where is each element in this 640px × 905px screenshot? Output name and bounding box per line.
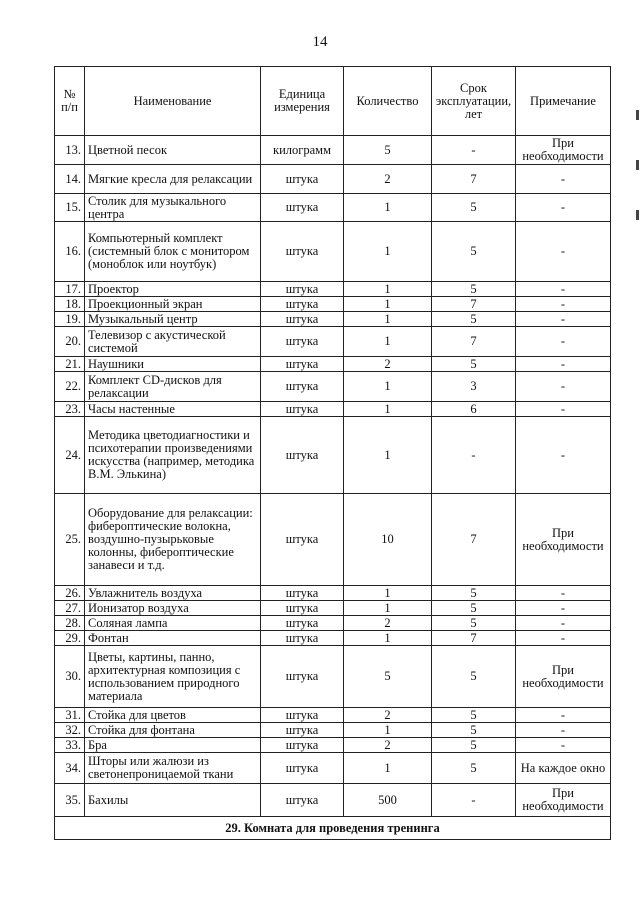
table-row	[55, 417, 611, 494]
row-unit: штука	[261, 165, 344, 194]
row-unit: штука	[261, 282, 344, 297]
table-row	[55, 327, 611, 357]
page-number: 14	[312, 34, 328, 50]
row-term: -	[432, 136, 516, 165]
row-term: -	[432, 784, 516, 817]
table-row	[55, 784, 611, 817]
row-term: 5	[432, 646, 516, 708]
row-unit: штука	[261, 494, 344, 586]
row-num: 35.	[55, 784, 85, 817]
row-qty: 2	[344, 708, 432, 723]
row-term: 5	[432, 708, 516, 723]
row-unit: штука	[261, 753, 344, 784]
header-term: Срок эксплуатации, лет	[432, 67, 516, 136]
edge-mark	[636, 160, 639, 170]
row-unit: штука	[261, 586, 344, 601]
row-unit: штука	[261, 784, 344, 817]
edge-mark	[636, 210, 639, 220]
row-num: 21.	[55, 357, 85, 372]
row-note: -	[516, 327, 611, 357]
table-row	[55, 646, 611, 708]
row-qty: 1	[344, 312, 432, 327]
row-unit: штука	[261, 312, 344, 327]
row-qty: 1	[344, 601, 432, 616]
row-note: -	[516, 297, 611, 312]
row-name: Фонтан	[85, 631, 261, 646]
row-note: -	[516, 165, 611, 194]
row-name: Проектор	[85, 282, 261, 297]
row-name: Стойка для фонтана	[85, 723, 261, 738]
equipment-table	[54, 66, 611, 840]
row-num: 28.	[55, 616, 85, 631]
row-note: -	[516, 616, 611, 631]
table-row	[55, 372, 611, 402]
row-term: 3	[432, 372, 516, 402]
row-term: 5	[432, 738, 516, 753]
row-num: 31.	[55, 708, 85, 723]
row-unit: штука	[261, 631, 344, 646]
row-num: 32.	[55, 723, 85, 738]
row-name: Ионизатор воздуха	[85, 601, 261, 616]
row-term: 7	[432, 327, 516, 357]
row-unit: штука	[261, 417, 344, 494]
table-row	[55, 723, 611, 738]
row-name: Бра	[85, 738, 261, 753]
row-num: 23.	[55, 402, 85, 417]
row-num: 16.	[55, 222, 85, 282]
row-unit: штука	[261, 372, 344, 402]
section-row	[55, 817, 611, 840]
row-note: -	[516, 194, 611, 222]
row-unit: штука	[261, 402, 344, 417]
row-qty: 500	[344, 784, 432, 817]
row-num: 24.	[55, 417, 85, 494]
row-unit: штука	[261, 327, 344, 357]
row-qty: 2	[344, 738, 432, 753]
row-num: 26.	[55, 586, 85, 601]
row-term: 5	[432, 723, 516, 738]
row-num: 15.	[55, 194, 85, 222]
table-row	[55, 616, 611, 631]
row-unit: штука	[261, 723, 344, 738]
row-term: 5	[432, 222, 516, 282]
row-qty: 1	[344, 753, 432, 784]
row-qty: 5	[344, 646, 432, 708]
row-note: -	[516, 631, 611, 646]
row-term: 7	[432, 494, 516, 586]
row-name: Бахилы	[85, 784, 261, 817]
table-row	[55, 753, 611, 784]
row-name: Методика цветодиагностики и психотерапии произведениями искусства (например, методика В.М. Элькина)	[85, 417, 261, 494]
row-unit: штука	[261, 357, 344, 372]
row-term: 7	[432, 631, 516, 646]
edge-mark	[636, 110, 639, 120]
row-unit: штука	[261, 222, 344, 282]
row-term: -	[432, 417, 516, 494]
table-header-row	[55, 67, 611, 136]
row-num: 25.	[55, 494, 85, 586]
table-row	[55, 282, 611, 297]
row-term: 5	[432, 616, 516, 631]
row-name: Мягкие кресла для релаксации	[85, 165, 261, 194]
row-name: Соляная лампа	[85, 616, 261, 631]
row-term: 5	[432, 753, 516, 784]
row-qty: 1	[344, 194, 432, 222]
row-term: 5	[432, 357, 516, 372]
row-unit: штука	[261, 297, 344, 312]
row-note: При необходимости	[516, 646, 611, 708]
table-row	[55, 601, 611, 616]
row-name: Столик для музыкального центра	[85, 194, 261, 222]
row-num: 13.	[55, 136, 85, 165]
row-note: При необходимости	[516, 784, 611, 817]
row-qty: 1	[344, 327, 432, 357]
table-row	[55, 738, 611, 753]
header-name: Наименование	[85, 67, 261, 136]
row-unit: штука	[261, 194, 344, 222]
row-name: Часы настенные	[85, 402, 261, 417]
row-num: 34.	[55, 753, 85, 784]
row-note: -	[516, 738, 611, 753]
row-num: 22.	[55, 372, 85, 402]
row-qty: 1	[344, 631, 432, 646]
row-num: 29.	[55, 631, 85, 646]
row-qty: 1	[344, 723, 432, 738]
row-name: Шторы или жалюзи из светонепроницаемой ткани	[85, 753, 261, 784]
row-unit: килограмм	[261, 136, 344, 165]
table-row	[55, 708, 611, 723]
row-unit: штука	[261, 646, 344, 708]
row-qty: 1	[344, 282, 432, 297]
table-row	[55, 494, 611, 586]
row-num: 30.	[55, 646, 85, 708]
row-note: -	[516, 601, 611, 616]
row-num: 19.	[55, 312, 85, 327]
row-note: -	[516, 282, 611, 297]
table-row	[55, 402, 611, 417]
scan-edge-marks	[636, 110, 640, 260]
row-term: 6	[432, 402, 516, 417]
row-term: 5	[432, 194, 516, 222]
row-note: -	[516, 723, 611, 738]
row-note: -	[516, 586, 611, 601]
row-term: 5	[432, 601, 516, 616]
table-row	[55, 312, 611, 327]
row-unit: штука	[261, 738, 344, 753]
header-num: № п/п	[55, 67, 85, 136]
row-name: Увлажнитель воздуха	[85, 586, 261, 601]
row-unit: штука	[261, 601, 344, 616]
row-name: Стойка для цветов	[85, 708, 261, 723]
row-name: Проекционный экран	[85, 297, 261, 312]
row-note: При необходимости	[516, 136, 611, 165]
table-row	[55, 297, 611, 312]
row-term: 5	[432, 586, 516, 601]
row-name: Телевизор с акустической системой	[85, 327, 261, 357]
row-num: 18.	[55, 297, 85, 312]
row-qty: 2	[344, 616, 432, 631]
table-row	[55, 222, 611, 282]
table-row	[55, 586, 611, 601]
row-name: Компьютерный комплект (системный блок с монитором (моноблок или ноутбук)	[85, 222, 261, 282]
row-qty: 2	[344, 165, 432, 194]
row-note: На каждое окно	[516, 753, 611, 784]
row-note: -	[516, 417, 611, 494]
row-name: Цветной песок	[85, 136, 261, 165]
row-name: Цветы, картины, панно, архитектурная композиция с использованием природного материала	[85, 646, 261, 708]
row-qty: 1	[344, 586, 432, 601]
row-num: 20.	[55, 327, 85, 357]
row-qty: 1	[344, 402, 432, 417]
table-row	[55, 194, 611, 222]
row-num: 14.	[55, 165, 85, 194]
row-note: При необходимости	[516, 494, 611, 586]
row-term: 5	[432, 312, 516, 327]
row-unit: штука	[261, 708, 344, 723]
row-qty: 1	[344, 222, 432, 282]
row-name: Наушники	[85, 357, 261, 372]
row-note: -	[516, 222, 611, 282]
row-name: Комплект CD-дисков для релаксации	[85, 372, 261, 402]
row-note: -	[516, 312, 611, 327]
row-num: 27.	[55, 601, 85, 616]
row-num: 33.	[55, 738, 85, 753]
row-term: 7	[432, 165, 516, 194]
row-qty: 2	[344, 357, 432, 372]
row-num: 17.	[55, 282, 85, 297]
table-row	[55, 631, 611, 646]
row-name: Оборудование для релаксации: фибероптические волокна, воздушно-пузырьковые колонны, фибероптические занавеси и т.д.	[85, 494, 261, 586]
row-term: 5	[432, 282, 516, 297]
section-title: 29. Комната для проведения тренинга	[55, 817, 611, 840]
row-note: -	[516, 708, 611, 723]
row-note: -	[516, 357, 611, 372]
row-qty: 1	[344, 297, 432, 312]
row-qty: 10	[344, 494, 432, 586]
header-qty: Количество	[344, 67, 432, 136]
header-note: Примечание	[516, 67, 611, 136]
row-term: 7	[432, 297, 516, 312]
row-note: -	[516, 372, 611, 402]
table-row	[55, 136, 611, 165]
row-name: Музыкальный центр	[85, 312, 261, 327]
row-qty: 5	[344, 136, 432, 165]
row-qty: 1	[344, 417, 432, 494]
row-note: -	[516, 402, 611, 417]
table-row	[55, 165, 611, 194]
header-unit: Единица измерения	[261, 67, 344, 136]
row-unit: штука	[261, 616, 344, 631]
row-qty: 1	[344, 372, 432, 402]
table-row	[55, 357, 611, 372]
